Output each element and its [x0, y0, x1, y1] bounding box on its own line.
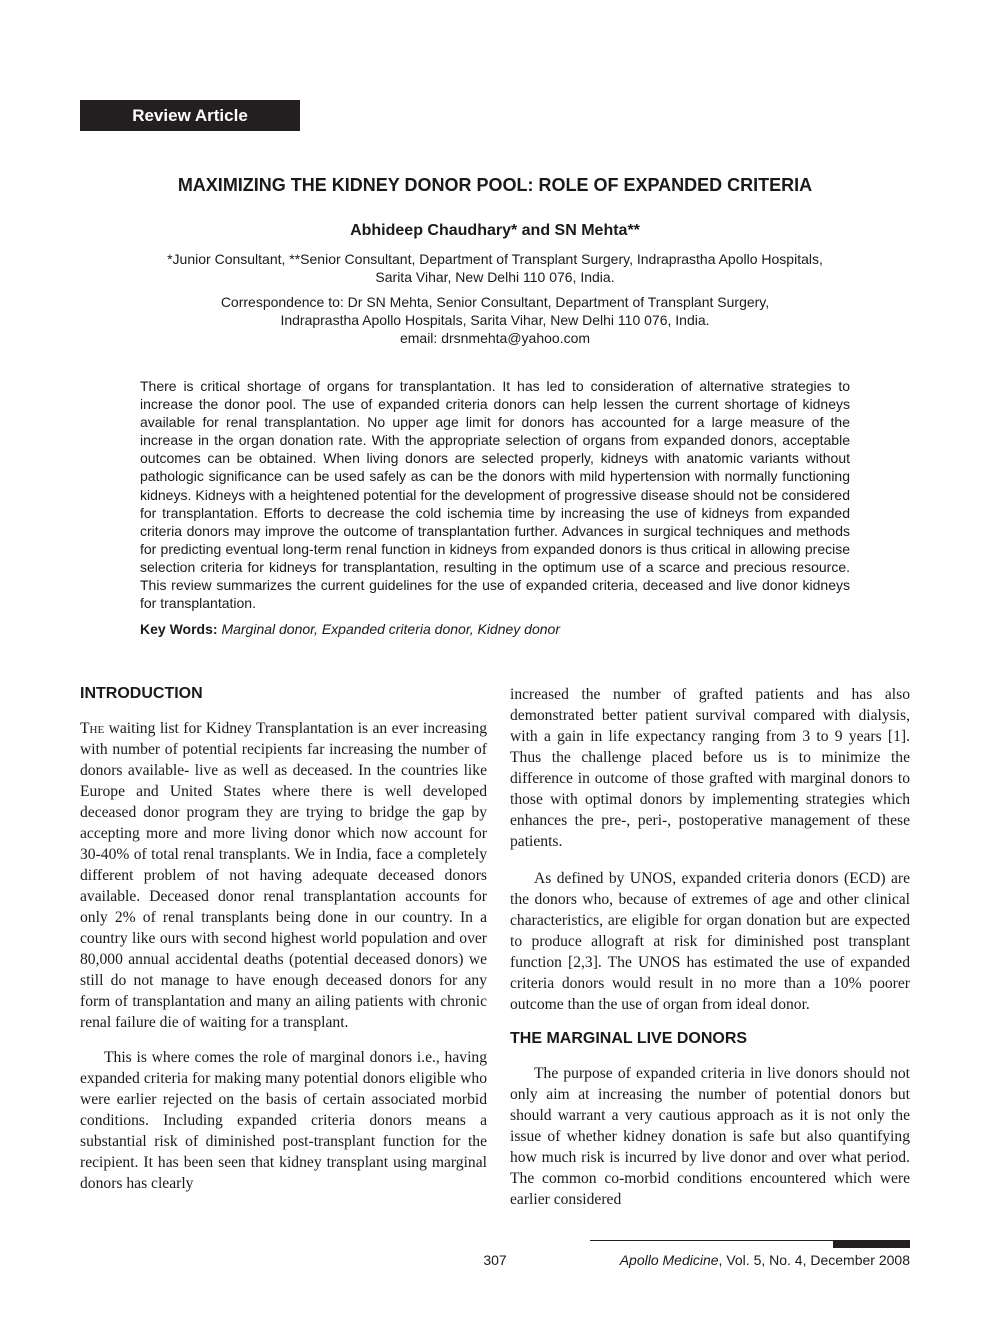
right-column — [510, 684, 910, 1224]
correspondence-block — [120, 293, 870, 347]
footer-rule-accent — [833, 1241, 910, 1248]
body-paragraph: This is where comes the role of marginal donors i.e., having expanded criteria for making many potential donors eligible who were earlier rejected on the basis of certain associated morbid conditions. Including expanded criteria donors means a substantial risk of diminished post-transplant function for the recipient. It has been seen that kidney transplant using marginal donors has clearly — [80, 1049, 487, 1192]
page-number: 307 — [483, 1252, 507, 1268]
paragraph-text: waiting list for Kidney Transplantation is an ever increasing with number of potential recipients far increasing the number of donors available- live as well as deceased. In the countries like Europe and United States where there is well developed deceased donor program they are trying to bridge the gap by accepting more and more living donor which now account for 30-40% of total renal transplants. We in India, face a completely different problem of not having adequate deceased donors available. Deceased donor renal transplantation accounts for only 2% of renal transplants being done in our country. In a country like ours with second highest world population and over 80,000 annual accidental deaths (potential deceased donors) we still do not manage to have enough deceased donors for any form of transplantation and many an ailing patients with chronic renal failure die of waiting for a transplant. — [80, 720, 487, 1031]
author-affiliation — [120, 250, 870, 286]
left-column — [80, 684, 487, 1208]
body-paragraph: As defined by UNOS, expanded criteria donors (ECD) are the donors who, because of extremes of age and other clinical characteristics, are eligible for organ donation but are expected to produce allograft at risk for diminished post transplant function [2,3]. The UNOS has estimated the use of expanded criteria donors would result in no more than a 10% poorer outcome than the use of organ from ideal donor. — [510, 870, 910, 1013]
correspondence-email: email: drsnmehta@yahoo.com — [399, 330, 591, 346]
body-paragraph: The purpose of expanded criteria in live donors should not only aim at increasing the number of potential donors but should warrant a very cautious approach as it is not only the issue of whether kidney donation is safe but also quantifying how much risk is incurred by live donor and over what period. The common co-morbid conditions encountered which were earlier considered — [510, 1065, 910, 1208]
journal-issue: , Vol. 5, No. 4, December 2008 — [718, 1252, 910, 1268]
journal-citation — [560, 1252, 910, 1268]
body-paragraph — [80, 718, 487, 1033]
correspondence-line: Correspondence to: Dr SN Mehta, Senior Consultant, Department of Transplant Surgery, — [220, 294, 770, 310]
body-paragraph: increased the number of grafted patients and has also demonstrated better patient survival compared with dialysis, with a gain in life expectancy ranging from 3 to 9 years [1]. Thus the challenge placed before us is to minimize the difference in outcome of those grafted with marginal donors to those with optimal donors by implementing strategies which enhances the pre-, peri-, postoperative management of these patients. — [510, 686, 910, 850]
keywords-value: Marginal donor, Expanded criteria donor, Kidney donor — [221, 621, 560, 637]
abstract: There is critical shortage of organs for transplantation. It has led to consideration of alternative strategies to increase the donor pool. The use of expanded criteria donors can help lessen the current shortage of kidneys available for renal transplantation. No upper age limit for donors has accounted for a large measure of the increase in the organ donation rate. With the appropriate selection of organs from expanded donors, acceptable outcomes can be obtained. When living donors are selected properly, kidneys with anatomic variants without pathologic significance can be used safely as can be the donors with mild hypertension with normally functioning kidneys. Kidneys with a heightened potential for the development of progressive disease should not be considered for transplantation. Efforts to decrease the cold ischemia time by increasing the use of kidneys from expanded criteria donors may improve the outcome of transplantation further. Advances in surgical techniques and methods for predicting eventual long-term renal function in kidneys from expanded donors is thus critical in allowing precise selection criteria for kidneys for transplantation, resulting in the optimum use of a scarce and precious resource. This review summarizes the current guidelines for the use of expanded criteria, deceased and live donor kidneys for transplantation. — [140, 378, 850, 612]
keywords — [140, 621, 850, 637]
article-type-banner: Review Article — [80, 100, 300, 131]
article-authors: Abhideep Chaudhary* and SN Mehta** — [350, 222, 640, 239]
section-heading-marginal-live-donors: THE MARGINAL LIVE DONORS — [510, 1030, 748, 1047]
drop-word: The — [80, 720, 105, 737]
correspondence-line: Indraprastha Apollo Hospitals, Sarita Vihar, New Delhi 110 076, India. — [280, 312, 710, 328]
affiliation-line: Sarita Vihar, New Delhi 110 076, India. — [375, 269, 615, 285]
affiliation-line: *Junior Consultant, **Senior Consultant, Department of Transplant Surgery, Indraprastha Apollo Hospitals, — [167, 251, 823, 267]
keywords-label: Key Words: — [140, 621, 218, 637]
article-title: MAXIMIZING THE KIDNEY DONOR POOL: ROLE OF EXPANDED CRITERIA — [177, 175, 813, 195]
section-heading-introduction: INTRODUCTION — [80, 685, 203, 702]
journal-name: Apollo Medicine — [619, 1252, 719, 1268]
